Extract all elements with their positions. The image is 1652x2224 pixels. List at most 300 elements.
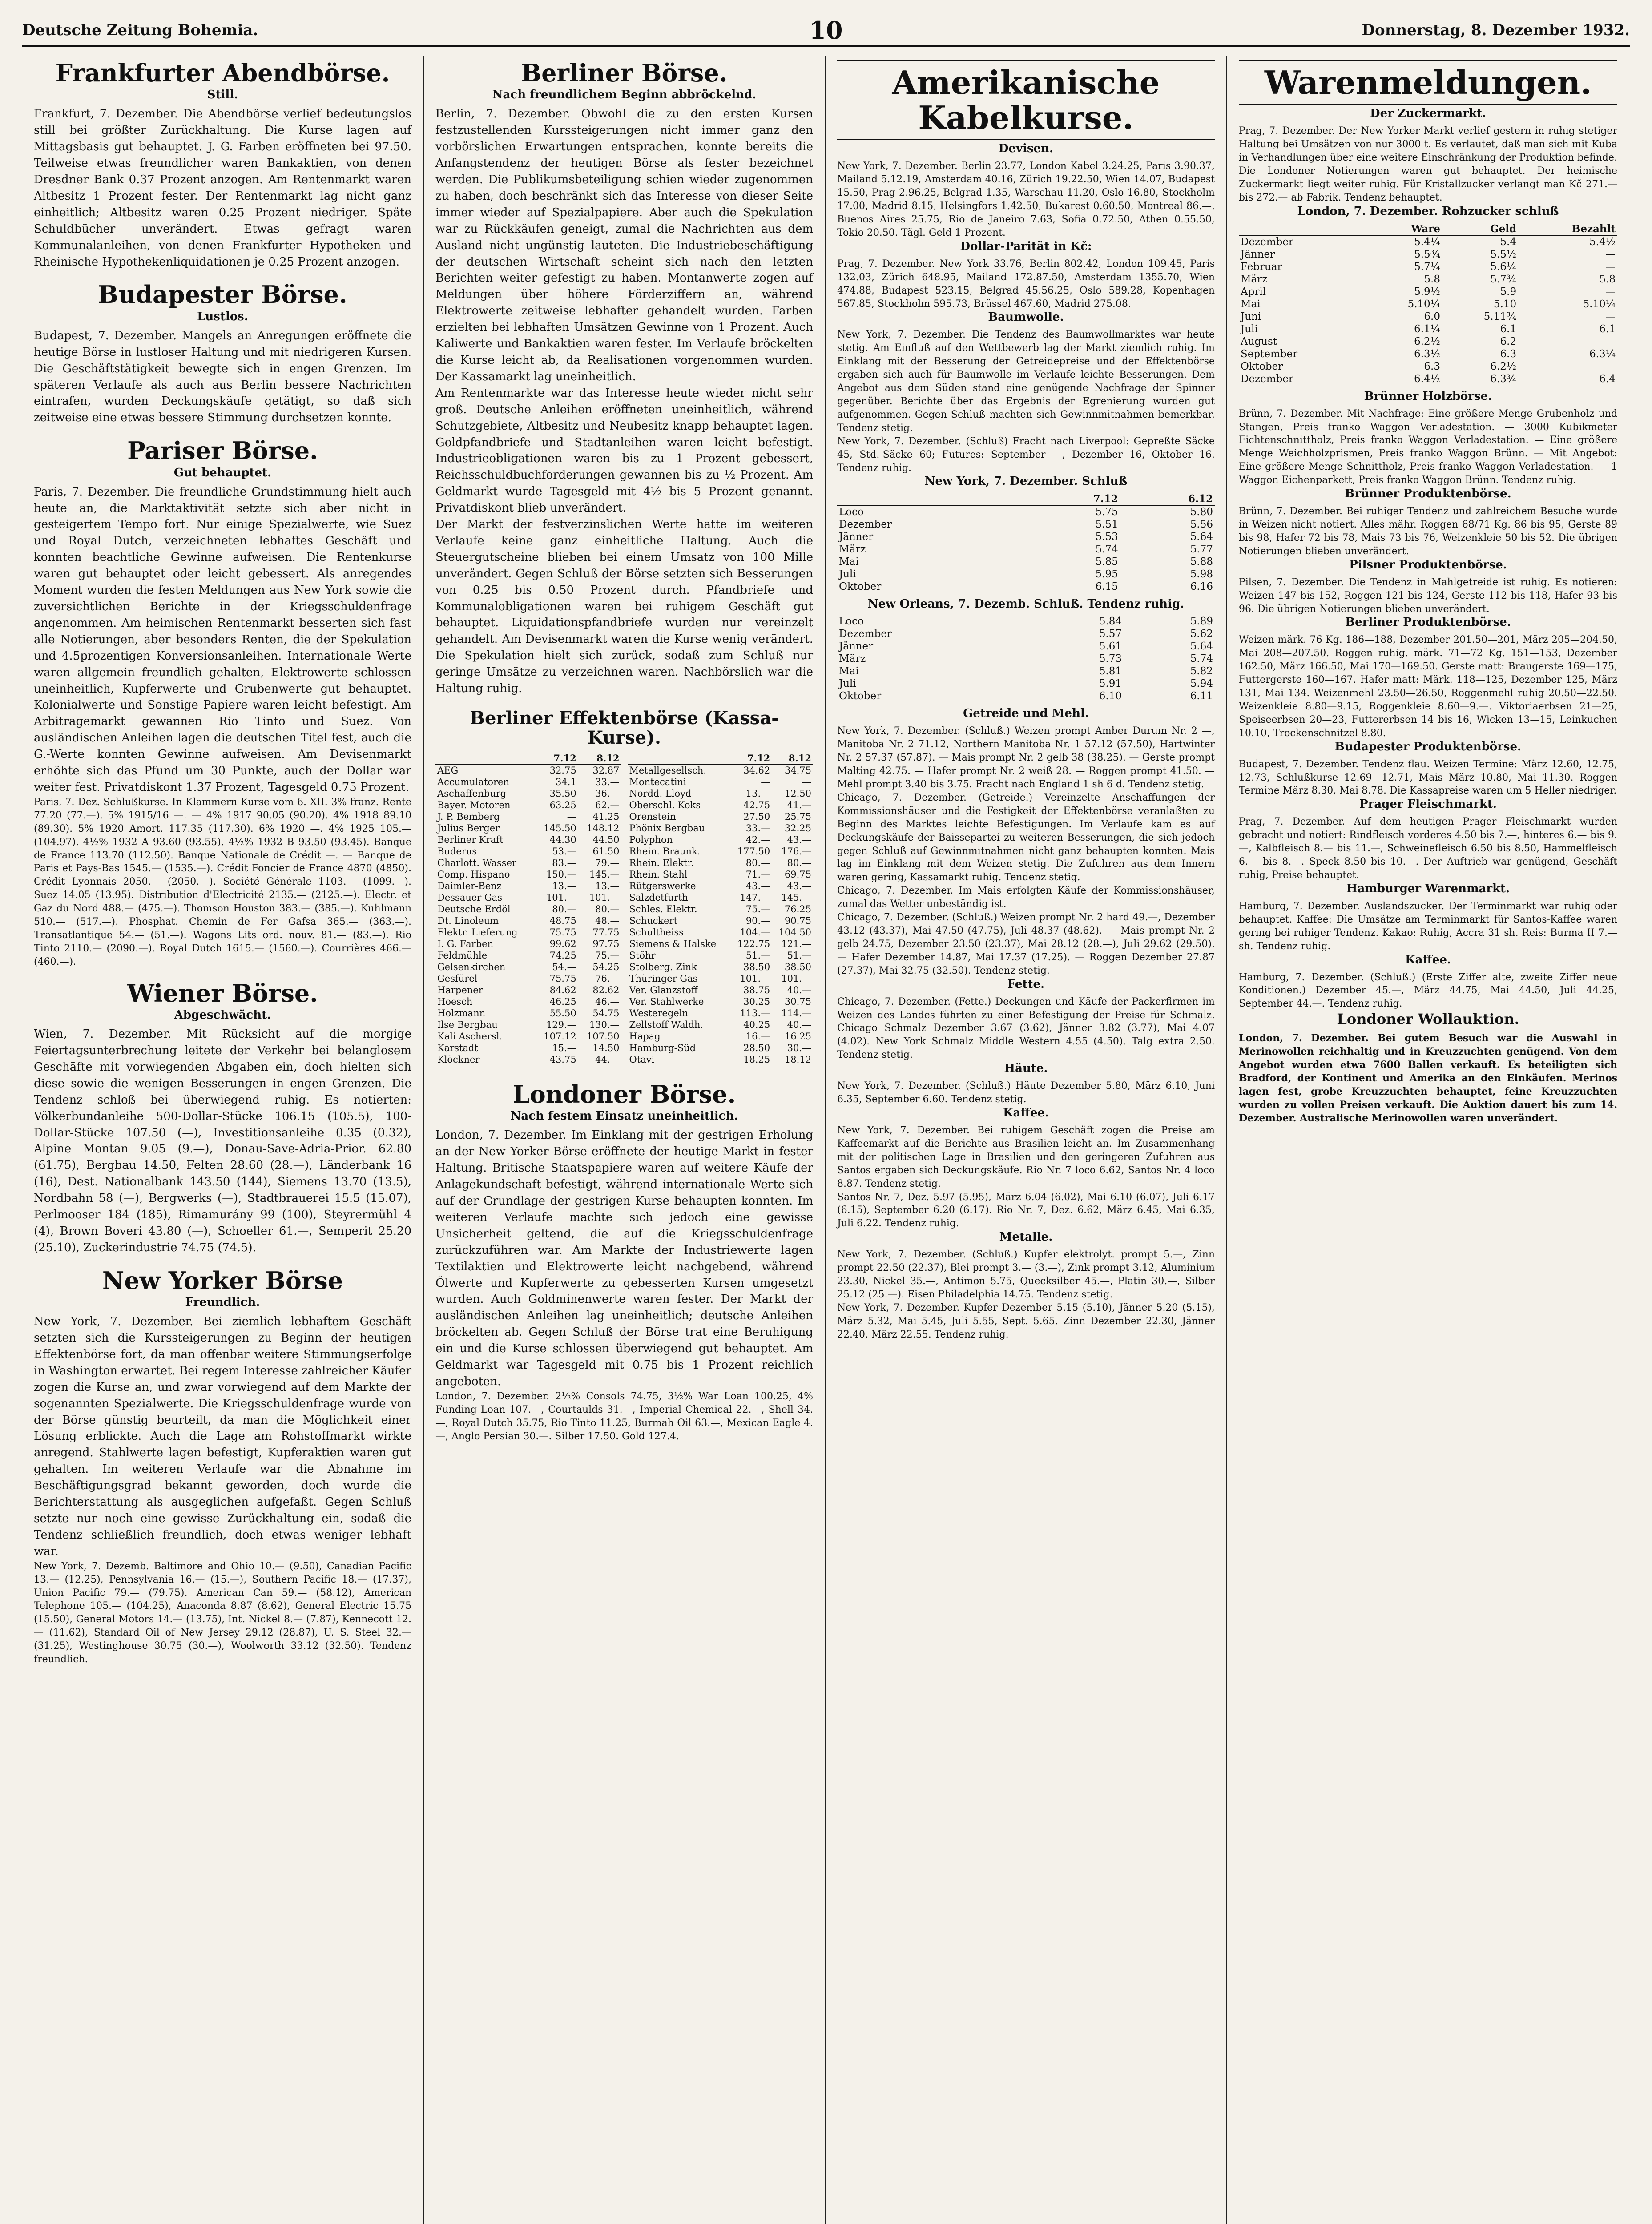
article-text: Prag, 7. Dezember. Der New Yorker Markt verlief gestern in ruhig stetiger Haltung bei Umsätzen von nur 3000 t. Es verlautet, daß man sich mit Kuba in Verhandlungen über eine weitere Einschränkung der Produktion befinde. Die Londoner Notierungen waren gut behauptet. Der heimische Zuckermarkt liegt weiter ruhig. Für Kristallzucker verlangt man Kč 271.— bis 272.— ab Fabrik. Tendenz behauptet. — [1239, 125, 1617, 203]
budapest-section — [34, 282, 411, 426]
article-text: Prag, 7. Dezember. Auf dem heutigen Prager Fleischmarkt wurden gebracht und notiert: Rindfleisch vorderes 4.50 bis 7.—, hinteres 6.— bis 9.—, Kalbfleisch 8.— bis 11.—, Schweinefleisch 6.50 bis 8.50, Hammelfleisch 6.— bis 8.—. Speck 8.50 bis 10.—. Der Auftrieb war genügend, Geschäft ruhig, Preise behauptet. — [1239, 816, 1617, 881]
table-cell: 34.62 — [743, 765, 770, 776]
table-cell: 80.— — [745, 858, 770, 869]
table-cell: Rhein. Elektr. — [629, 858, 694, 869]
table-cell: J. P. Bemberg — [437, 811, 500, 822]
table-row — [435, 880, 621, 892]
table-cell: 40.25 — [743, 1019, 770, 1031]
table-cell: März — [839, 544, 866, 556]
table-row — [628, 903, 814, 915]
table-row — [628, 1054, 814, 1065]
table-cell: 42.75 — [743, 800, 770, 811]
table-cell: 16.— — [745, 1031, 770, 1042]
section-title: New Yorker Börse — [102, 1266, 343, 1295]
kassa-table-right — [628, 752, 814, 1065]
table-row — [628, 984, 814, 996]
table-cell: 5.64 — [1190, 531, 1213, 543]
article-text: Der Markt der festverzinslichen Werte hatte im weiteren Verlaufe keine ganz einheitliche Haltung. Auch die Steuergutscheine blieben bei einem Umsatz von 100 Mille unverändert. Gegen Schluß der Börse setzten sich Besserungen von 0.25 bis 0.50 Prozent durch. Pfandbriefe und Kommunalobligationen waren bei ruhigem Geschäft gut behauptet. Liquidationspfandbriefe wurden nur vereinzelt gehandelt. Am Devisenmarkt waren die Kurse wenig verändert. Die Spekulation hielt sich zurück, sodaß zum Schluß nur geringe Umsätze zu verzeichnen waren. Nachbörslich war die Haltung ruhig. — [435, 518, 813, 696]
table-cell: 5.9 — [1500, 286, 1517, 298]
section-subtitle: Freundlich. — [185, 1296, 260, 1309]
table-row — [1239, 235, 1617, 248]
table-row — [1239, 286, 1617, 298]
table-row — [628, 811, 814, 822]
table-cell: AEG — [437, 765, 459, 776]
table-cell: 54.25 — [592, 962, 620, 973]
cotton-no-table — [837, 615, 1215, 702]
table-cell: Comp. Hispano — [437, 869, 510, 880]
table-cell: Aschaffenburg — [437, 788, 507, 799]
article-text: Am Rentenmarkte war das Interesse heute wieder nicht sehr groß. Deutsche Anleihen eröffneten uneinheitlich, während Schutzgebiete, Altbesitz und Neubesitz knapp behauptet lagen. Goldpfandbriefe und Stadtanleihen waren leicht befestigt. Industrieobligationen waren bis zu 1 Prozent gebessert, Reichsschuldbuchforderungen gewannen bis zu ½ Prozent. Am Geldmarkt wurde Tagesgeld mit 4½ bis 5 Prozent genannt. Privatdiskont blieb unverändert. — [435, 386, 813, 515]
table-row — [1239, 310, 1617, 323]
section-subtitle: Gut behauptet. — [173, 466, 272, 479]
table-cell: — — [567, 811, 576, 822]
table-row — [435, 973, 621, 984]
table-row — [435, 1019, 621, 1031]
table-caption: New Orleans, 7. Dezemb. Schluß. Tendenz ruhig. — [867, 597, 1185, 611]
quotes-text: New York, 7. Dezemb. Baltimore and Ohio 10.— (9.50), Canadian Pacific 13.— (12.25), Pennsylvania 16.— (15.—), Southern Pacific 18.— (17.37), Union Pacific 79.— (79.75). American Can 59.— (58.12), American Telephone 105.— (104.25), Anaconda 8.87 (8.62), General Electric 15.75 (15.50), General Motors 14.— (13.75), Int. Nickel 8.— (7.87), Kennecott 12.— (11.62), Standard Oil of New Jersey 29.12 (28.87), U. S. Steel 32.— (31.25), Westinghouse 30.75 (30.—), Woolworth 33.12 (32.50). Tendenz freundlich. — [34, 1560, 411, 1665]
table-row — [628, 869, 814, 880]
table-cell: 35.50 — [549, 788, 576, 799]
london-section — [435, 1081, 813, 1443]
table-cell: 147.— — [740, 892, 770, 903]
table-cell: 6.0 — [1424, 310, 1440, 322]
table-row — [837, 665, 1215, 677]
paris-section — [34, 438, 411, 968]
table-cell: 38.50 — [743, 962, 770, 973]
section-subtitle: Metalle. — [999, 1230, 1053, 1244]
table-cell: Schles. Elektr. — [629, 904, 697, 915]
article-text: Hamburg, 7. Dezember. (Schluß.) (Erste Ziffer alte, zweite Ziffer neue Konditionen.) Dezember 45.—, März 44.75, Mai 44.50, Juli 44.25, September 44.—. Tendenz ruhig. — [1239, 971, 1617, 1010]
berlin-section — [435, 60, 813, 697]
table-row — [435, 869, 621, 880]
table-cell: Siemens & Halske — [629, 939, 717, 950]
table-cell: 5.74 — [1190, 653, 1213, 665]
table-cell: — — [761, 777, 770, 788]
table-cell: 75.— — [745, 904, 770, 915]
table-row — [628, 857, 814, 869]
table-cell: 107.12 — [544, 1031, 576, 1042]
issue-date: Donnerstag, 8. Dezember 1932. — [1362, 21, 1630, 39]
table-cell: 104.— — [740, 927, 770, 938]
table-row — [435, 811, 621, 822]
table-cell: Dezember — [1241, 373, 1293, 385]
table-cell: 41.25 — [592, 811, 620, 822]
table-header-row — [837, 492, 1215, 506]
table-cell: 32.25 — [784, 823, 811, 834]
column-header: Ware — [1366, 222, 1442, 236]
quotes-text: London, 7. Dezember. 2½% Consols 74.75, 3½% War Loan 100.25, 4% Funding Loan 107.—, Courtaulds 31.—, Imperial Chemical 22.—, Shell 34.—, Royal Dutch 35.75, Rio Tinto 11.25, Burmah Oil 63.—, Mexican Eagle 4.—, Anglo Persian 30.—. Silber 17.50. Gold 127.4. — [435, 1390, 813, 1442]
table-cell: Nordd. Lloyd — [629, 788, 692, 799]
table-cell: April — [1241, 286, 1266, 298]
article-text: Frankfurt, 7. Dezember. Die Abendbörse verlief bedeutungslos still bei größter Zurückhaltung. Die Kurse lagen auf Mittagsbasis gut behauptet. J. G. Farben eröffneten bei 97.50. Teilweise etwas freundlicher waren Bankaktien, von denen Dresdner Bank 0.37 Prozent anzogen. Am Rentenmarkt waren Altbesitz 1 Prozent fester. Der Rentenmarkt lag nicht ganz einheitlich; Altbesitz waren 0.25 Prozent niedriger. Späte Schuldbücher unverändert. Etwas gefragt waren Kommunalanleihen, von denen Frankfurter Hypotheken und Rheinische Hypothekenliquidationen je 0.25 Prozent anzogen. — [34, 107, 411, 269]
article-text: New York, 7. Dezember. (Schluß.) Kupfer elektrolyt. prompt 5.—, Zinn prompt 22.50 (22.37), Blei prompt 3.— (3.—), Zink prompt 3.12, Aluminium 23.30, Nickel 35.—, Antimon 5.75, Quecksilber 45.—, Platin 30.—, Silber 25.12 (25.—). Eisen Philadelphia 14.75. Tendenz stetig. — [837, 1249, 1215, 1300]
article-text: New York, 7. Dezember. Bei ruhigem Geschäft zogen die Preise am Kaffeemarkt auf die Berichte aus Brasilien leicht an. Im Zusammenhang mit der politischen Lage in Brasilien und den geringeren Zufuhren aus Santos ergaben sich Deckungskäufe. Rio Nr. 7 loco 6.62, Santos Nr. 4 loco 8.87. Tendenz stetig. — [837, 1124, 1215, 1189]
table-cell: 5.10 — [1493, 298, 1517, 310]
table-cell: 55.50 — [549, 1008, 576, 1019]
table-cell: 5.95 — [1095, 568, 1118, 580]
table-cell: August — [1241, 335, 1277, 347]
table-cell: 6.3½ — [1414, 348, 1440, 360]
table-cell: 5.7¼ — [1414, 261, 1440, 273]
table-cell: 5.4¼ — [1414, 236, 1440, 248]
table-cell: — — [1605, 286, 1616, 298]
table-caption: London, 7. Dezember. Rohzucker schluß — [1297, 204, 1559, 218]
table-row — [1239, 373, 1617, 385]
table-cell: Montecatini — [629, 777, 686, 788]
column-header: 7.12 — [1025, 492, 1120, 506]
table-cell: 30.25 — [743, 996, 770, 1007]
table-cell: 74.25 — [549, 950, 576, 961]
table-cell: 5.85 — [1095, 556, 1118, 568]
table-cell: 101.— — [740, 973, 770, 984]
table-cell: 44.— — [595, 1054, 620, 1065]
section-subtitle: Kaffee. — [1405, 953, 1451, 967]
table-cell: 34.1 — [555, 777, 576, 788]
table-cell: 43.— — [787, 881, 811, 892]
kassa-table-left — [435, 752, 621, 1065]
article-text: New York, 7. Dezember. Berlin 23.77, London Kabel 3.24.25, Paris 3.90.37, Mailand 5.12.19, Amsterdam 40.16, Zürich 19.22.50, Wien 14.07, Budapest 15.50, Prag 2.96.25, Belgrad 1.35, Warschau 11.20, Oslo 16.80, Stockholm 17.00, Madrid 8.15, Helsingfors 1.42.50, Bukarest 0.60.50, Montreal 86.—, Buenos Aires 25.75, Rio de Janeiro 7.63, Sofia 0.72.50, Athen 0.55.50, Tokio 20.50. Tägl. Geld 1 Prozent. — [837, 161, 1215, 238]
table-row — [837, 556, 1215, 568]
newyork-section — [34, 1268, 411, 1666]
table-row — [837, 677, 1215, 690]
table-cell: 51.— — [745, 950, 770, 961]
table-row — [435, 765, 621, 777]
table-cell: Westeregeln — [629, 1008, 689, 1019]
table-cell: 5.51 — [1095, 519, 1118, 531]
table-cell: 104.50 — [778, 927, 811, 938]
table-cell: Jänner — [839, 641, 874, 653]
table-row — [628, 892, 814, 903]
table-cell: 44.30 — [549, 834, 576, 846]
table-cell: Stolberg. Zink — [629, 962, 697, 973]
table-cell: 107.50 — [587, 1031, 620, 1042]
table-cell: Jänner — [1241, 248, 1275, 260]
table-cell: 5.88 — [1190, 556, 1213, 568]
section-subtitle: Still. — [207, 88, 238, 102]
table-cell: Phönix Bergbau — [629, 823, 705, 834]
section-subtitle: Nach freundlichem Beginn abbröckelnd. — [492, 88, 757, 102]
section-title: Berliner Börse. — [521, 59, 728, 87]
table-cell: 145.— — [589, 869, 620, 880]
column-header: Geld — [1442, 222, 1518, 236]
table-cell: Karstadt — [437, 1043, 478, 1054]
berlin-kassa-section — [435, 709, 813, 1070]
table-cell: 80.— — [787, 858, 811, 869]
table-cell: Berliner Kraft — [437, 834, 504, 846]
table-cell: 101.— — [589, 892, 620, 903]
goods-section — [1239, 60, 1617, 1125]
table-cell: Ver. Stahlwerke — [629, 996, 704, 1007]
section-subtitle: Brünner Produktenbörse. — [1345, 487, 1511, 501]
table-cell: 6.10 — [1099, 690, 1122, 702]
table-cell: 6.16 — [1190, 581, 1213, 593]
table-row — [435, 799, 621, 811]
table-row — [435, 788, 621, 799]
table-cell: 6.4½ — [1414, 373, 1440, 385]
section-subtitle: Häute. — [1004, 1062, 1048, 1076]
article-text: New York, 7. Dezember. (Schluß.) Weizen prompt Amber Durum Nr. 2 —, Manitoba Nr. 2 71.12, Northern Manitoba Nr. 1 57.12 (57.50), Hartwinter Nr. 2 57.37 (57.87). — Mais prompt Nr. 2 gelb 38 (38.25). — Gerste prompt Malting 42.75. — Hafer prompt Nr. 2 weiß 28. — Roggen prompt 41.50. — Mehl prompt 3.40 bis 3.75. Fracht nach England 1 sh 6 d. Tendenz stetig. — [837, 725, 1215, 790]
table-header-row — [1239, 222, 1617, 236]
table-cell: Deutsche Erdöl — [437, 904, 511, 915]
table-row — [837, 615, 1215, 628]
table-row — [628, 776, 814, 788]
table-row — [628, 880, 814, 892]
table-cell: 77.75 — [592, 927, 620, 938]
table-cell: 75.75 — [549, 927, 576, 938]
section-title: Londoner Börse. — [512, 1080, 736, 1109]
table-cell: Schultheiss — [629, 927, 684, 938]
table-cell: Oktober — [839, 581, 882, 593]
table-cell: 33.— — [745, 823, 770, 834]
column-header: 8.12 — [772, 752, 813, 765]
table-cell: Ver. Glanzstoff — [629, 985, 698, 996]
table-row — [628, 950, 814, 961]
table-row — [628, 834, 814, 846]
table-cell: Rhein. Braunk. — [629, 846, 701, 857]
table-row — [435, 1054, 621, 1065]
table-cell: 6.15 — [1095, 581, 1118, 593]
columns — [22, 47, 1630, 2224]
table-cell: 6.4 — [1599, 373, 1616, 385]
table-row — [1239, 261, 1617, 273]
table-cell: Juni — [1241, 310, 1261, 322]
article-text: Hamburg, 7. Dezember. Auslandszucker. Der Terminmarkt war ruhig oder behauptet. Kaffee: Die Umsätze am Terminmarkt für Santos-Kaffee waren gering bei ruhiger Tendenz. Kakao: Ruhig, Accra 31 sh. Reis: Burma II 7.— sh. Tendenz ruhig. — [1239, 900, 1617, 952]
table-cell: 43.— — [745, 881, 770, 892]
table-row — [435, 938, 621, 950]
article-text: Budapest, 7. Dezember. Tendenz flau. Weizen Termine: März 12.60, 12.75, 12.73, Schlußkurse 12.69—12.71, Mais März 10.80, Mai 11.30. Roggen Termine März 8.30, Mai 8.78. Die Kassapreise waren um 5 Heller niedriger. — [1239, 758, 1617, 797]
table-cell: Metallgesellsch. — [629, 765, 707, 776]
table-cell: 43.75 — [549, 1054, 576, 1065]
section-subtitle: Budapester Produktenbörse. — [1334, 740, 1522, 753]
section-title: Warenmeldungen. — [1239, 60, 1617, 105]
table-cell: 41.— — [787, 800, 811, 811]
table-cell: Hoesch — [437, 996, 473, 1007]
table-cell: 6.2½ — [1414, 335, 1440, 347]
table-cell: Gelsenkirchen — [437, 962, 506, 973]
table-cell: 80.— — [595, 904, 620, 915]
table-row — [628, 1031, 814, 1042]
table-cell: Dezember — [839, 628, 892, 640]
table-cell: 5.64 — [1190, 641, 1213, 653]
table-cell: 34.75 — [784, 765, 811, 776]
table-cell: 90.— — [745, 915, 770, 927]
table-cell: 5.4 — [1500, 236, 1517, 248]
table-cell: 114.— — [781, 1008, 811, 1019]
table-cell: Klöckner — [437, 1054, 480, 1065]
table-cell: 5.98 — [1190, 568, 1213, 580]
table-cell: 5.84 — [1099, 616, 1122, 628]
table-cell: — — [1605, 248, 1616, 260]
article-text: Budapest, 7. Dezember. Mangels an Anregungen eröffnete die heutige Börse in lustloser Haltung und mit niedrigeren Kursen. Die Geschäftstätigkeit bewegte sich in engen Grenzen. Im späteren Verlaufe als auch aus Berlin bessere Nachrichten eintrafen, wurden Deckungskäufe getätigt, so daß sich zeitweise eine etwas bessere Stimmung durchsetzen konnte. — [34, 329, 411, 425]
table-row — [435, 1031, 621, 1042]
table-cell: Juli — [839, 678, 856, 690]
table-cell: 76.— — [595, 973, 620, 984]
table-row — [837, 543, 1215, 556]
section-subtitle: Londoner Wollauktion. — [1337, 1011, 1519, 1028]
table-cell: 43.— — [787, 834, 811, 846]
table-cell: 33.— — [595, 777, 620, 788]
article-text: New York, 7. Dezember. Bei ziemlich lebhaftem Geschäft setzten sich die Kurssteigerungen zu Beginn der heutigen Effektenbörse fort, da man offenbar weitere Stimmungserfolge in Washington erwartet. Bei regem Interesse zahlreicher Käufer zogen die Kurse an, und zwar vorwiegend auf dem Markte der sogenannten Spezialwerte. Die Kriegsschuldenfrage wurde von der Börse günstig beurteilt, da man die Möglichkeit einer Lösung erblickte. Auch die Lage am Rohstoffmarkt wirkte anregend. Stahlwerte lagen befestigt, Kupferaktien waren gut gehalten. Im weiteren Verlaufe war die Abnahme im Beschäftigungsgrad bekannt geworden, doch wurde die Berichterstattung als ausgeglichen aufgefaßt. Gegen Schluß setzte nur noch eine gewisse Zurückhaltung ein, sodaß die Tendenz schließlich freundlich, doch etwas weniger lebhaft war. — [34, 1315, 411, 1558]
table-row — [837, 690, 1215, 702]
table-cell: Bayer. Motoren — [437, 800, 511, 811]
article-text: Santos Nr. 7, Dez. 5.97 (5.95), März 6.04 (6.02), Mai 6.10 (6.07), Juli 6.17 (6.15), September 6.20 (6.17). Rio Nr. 7, Dez. 6.62, März 6.45, Mai 6.35, Juli 6.22. Tendenz ruhig. — [837, 1191, 1215, 1229]
table-row — [1239, 248, 1617, 261]
table-cell: 5.10¼ — [1407, 298, 1440, 310]
table-cell: Dt. Linoleum — [437, 915, 499, 927]
table-cell: 6.1 — [1599, 323, 1616, 335]
table-row — [435, 822, 621, 834]
table-cell: 97.75 — [592, 939, 620, 950]
table-cell: Buderus — [437, 846, 477, 857]
section-subtitle: Lustlos. — [197, 310, 248, 323]
table-cell: 5.75 — [1095, 506, 1118, 518]
table-cell: 48.— — [595, 915, 620, 927]
table-cell: Dezember — [839, 519, 892, 531]
table-row — [837, 518, 1215, 531]
table-row — [435, 903, 621, 915]
table-row — [1239, 273, 1617, 286]
table-cell: 6.3 — [1500, 348, 1517, 360]
table-cell: Otavi — [629, 1054, 655, 1065]
table-cell: Polyphon — [629, 834, 673, 846]
table-cell: 25.75 — [784, 811, 811, 822]
table-cell: 5.6¼ — [1490, 261, 1517, 273]
table-cell: 5.56 — [1190, 519, 1213, 531]
table-cell: 5.89 — [1190, 616, 1213, 628]
table-cell: 5.7¾ — [1490, 273, 1517, 285]
table-cell: 12.50 — [784, 788, 811, 799]
table-cell: Loco — [839, 506, 864, 518]
table-cell: Kali Aschersl. — [437, 1031, 503, 1042]
table-row — [1239, 323, 1617, 335]
table-cell: 16.25 — [784, 1031, 811, 1042]
article-text: Chicago, 7. Dezember. (Schluß.) Weizen prompt Nr. 2 hard 49.—, Dezember 43.12 (43.37), Mai 47.50 (47.75), Juli 48.37 (48.62). — Mais prompt Nr. 2 gelb 24.75, Dezember 23.50 (23.37), Mai 28.12 (28.—), Juli 29.62 (29.50). — Hafer Dezember 14.87, Mai 17.37 (17.25). — Roggen Dezember 27.87 (27.37), Mai 32.75 (32.50). Tendenz stetig. — [837, 912, 1215, 976]
table-cell: Hamburg-Süd — [629, 1043, 696, 1054]
table-cell: 38.50 — [784, 962, 811, 973]
table-cell: Jänner — [839, 531, 874, 543]
section-subtitle: Kaffee. — [1003, 1106, 1049, 1120]
table-row — [628, 1007, 814, 1019]
table-cell: Februar — [1241, 261, 1282, 273]
table-cell: 40.— — [787, 1019, 811, 1031]
table-row — [628, 1019, 814, 1031]
table-cell: 42.— — [745, 834, 770, 846]
column-header — [628, 752, 731, 765]
table-cell: Oberschl. Koks — [629, 800, 701, 811]
table-row — [435, 776, 621, 788]
table-row — [837, 640, 1215, 653]
section-subtitle: Getreide und Mehl. — [963, 707, 1089, 721]
table-cell: Dessauer Gas — [437, 892, 503, 903]
table-cell: Mai — [1241, 298, 1261, 310]
column-2 — [424, 56, 826, 2224]
column-header: Bezahlt — [1518, 222, 1617, 236]
table-cell: 176.— — [781, 846, 811, 857]
section-subtitle: Pilsner Produktenbörse. — [1349, 558, 1507, 572]
table-cell: Dezember — [1241, 236, 1293, 248]
table-cell: 80.— — [552, 904, 576, 915]
table-cell: — — [1605, 310, 1616, 322]
column-header: 7.12 — [730, 752, 772, 765]
table-cell: 13.— — [595, 881, 620, 892]
section-title: Berliner Effektenbörse (Kassa-Kurse). — [470, 708, 779, 749]
table-cell: 5.61 — [1099, 641, 1122, 653]
table-cell: Rhein. Stahl — [629, 869, 688, 880]
table-cell: 71.— — [745, 869, 770, 880]
table-cell: 5.74 — [1095, 544, 1118, 556]
article-text: Chicago, 7. Dezember. (Getreide.) Vereinzelte Anschaffungen der Kommissionshäuser und die Festigkeit der Effektenbörse veranlaßten zu Beginn des Marktes leichte Befestigungen. Im Verlaufe kam es auf Deckungskäufe der Baissepartei zu weiteren Besserungen, die sich jedoch gegen Schluß auf Gewinnmitnahmen nicht ganz behaupten konnten. Mais lag im Einklang mit dem Weizen stetig. Die Zufuhren aus dem Innern waren gering, Kassamarkt ruhig. Tendenz stetig. — [837, 792, 1215, 883]
table-row — [435, 1042, 621, 1054]
table-cell: 28.50 — [743, 1043, 770, 1054]
article-text: Berlin, 7. Dezember. Obwohl die zu den ersten Kursen festzustellenden Kurssteigerungen nicht immer ganz den vorbörslichen Erwartungen entsprachen, konnte bereits die Anfangstendenz der heutigen Börse als fester bezeichnet werden. Die Publikumsbeteiligung schien wieder zugenommen zu haben, doch beschränkt sich das Interesse von dieser Seite immer wieder auf Spezialpapiere. Aber auch die Spekulation war zu Rückkäufen geneigt, zumal die Nachrichten aus dem Ausland nicht ungünstig lauteten. Die Industriebeschäftigung der deutschen Wirtschaft scheint sich nach den letzten Berichten weiter gefestigt zu haben. Montanwerte zogen auf Meldungen über höhere Förderziffern an, während Elektrowerte zeitweise lebhafter gehandelt wurden. Farben erzielten bei lebhaften Umsätzen Gewinne von 1 Prozent. Auch Kaliwerte und Bankaktien waren fester. Im Verlaufe bröckelten die Kurse leicht ab, da Realisationen vorgenommen wurden. Der Kassamarkt lag uneinheitlich. — [435, 107, 813, 383]
table-cell: 90.75 — [784, 915, 811, 927]
masthead — [22, 16, 1630, 47]
table-cell: 145.50 — [544, 823, 576, 834]
table-row — [435, 1007, 621, 1019]
table-row — [628, 1042, 814, 1054]
table-cell: März — [839, 653, 866, 665]
table-row — [837, 506, 1215, 519]
table-cell: 79.— — [595, 858, 620, 869]
table-row — [628, 915, 814, 927]
table-cell: 18.25 — [743, 1054, 770, 1065]
table-cell: Ilse Bergbau — [437, 1019, 498, 1031]
table-cell: Charlott. Wasser — [437, 858, 517, 869]
table-cell: Holzmann — [437, 1008, 486, 1019]
table-row — [435, 950, 621, 961]
table-cell: Elektr. Lieferung — [437, 927, 518, 938]
table-cell: 121.— — [781, 939, 811, 950]
table-cell: 13.— — [552, 881, 576, 892]
section-title: Wiener Börse. — [127, 979, 318, 1007]
table-cell: 82.62 — [592, 985, 620, 996]
section-subtitle: Devisen. — [998, 142, 1054, 156]
table-cell: 148.12 — [587, 823, 620, 834]
table-cell: 5.73 — [1099, 653, 1122, 665]
table-cell: 38.75 — [743, 985, 770, 996]
table-header-row — [435, 752, 621, 765]
article-text: Chicago, 7. Dezember. Im Mais erfolgten Käufe der Kommissionshäuser, zumal das Wetter unbeständig ist. — [837, 885, 1215, 910]
table-row — [435, 834, 621, 846]
table-row — [628, 846, 814, 857]
column-header — [837, 492, 1025, 506]
table-cell: Oktober — [1241, 360, 1283, 372]
table-caption: New York, 7. Dezember. Schluß — [924, 475, 1128, 488]
section-title: Pariser Börse. — [127, 436, 318, 465]
table-cell: 46.— — [595, 996, 620, 1007]
table-cell: 6.2 — [1500, 335, 1517, 347]
section-subtitle: Dollar-Parität in Kč: — [960, 239, 1092, 253]
newspaper-name: Deutsche Zeitung Bohemia. — [22, 21, 258, 39]
table-row — [628, 788, 814, 799]
table-cell: 5.5¾ — [1414, 248, 1440, 260]
table-cell: 75.— — [595, 950, 620, 961]
column-3 — [826, 56, 1227, 2224]
table-row — [837, 653, 1215, 665]
table-row — [435, 892, 621, 903]
table-cell: 14.50 — [592, 1043, 620, 1054]
article-text: Chicago, 7. Dezember. (Fette.) Deckungen und Käufe der Packerfirmen im Weizen des Landes führten zu einer Befestigung der Preise für Schmalz. Chicago Schmalz Dezember 3.67 (3.62), Jänner 3.82 (3.77), Mai 4.07 (4.02). New York Schmalz Middle Western 4.55 (4.50). Talg extra 2.50. Tendenz stetig. — [837, 996, 1215, 1061]
table-cell: Accumulatoren — [437, 777, 509, 788]
table-row — [628, 927, 814, 938]
table-cell: 62.— — [595, 800, 620, 811]
table-cell: 6.2½ — [1490, 360, 1517, 372]
column-header: 7.12 — [535, 752, 578, 765]
table-cell: 69.75 — [784, 869, 811, 880]
table-row — [837, 531, 1215, 543]
column-header: 8.12 — [578, 752, 621, 765]
table-cell: Thüringer Gas — [629, 973, 698, 984]
